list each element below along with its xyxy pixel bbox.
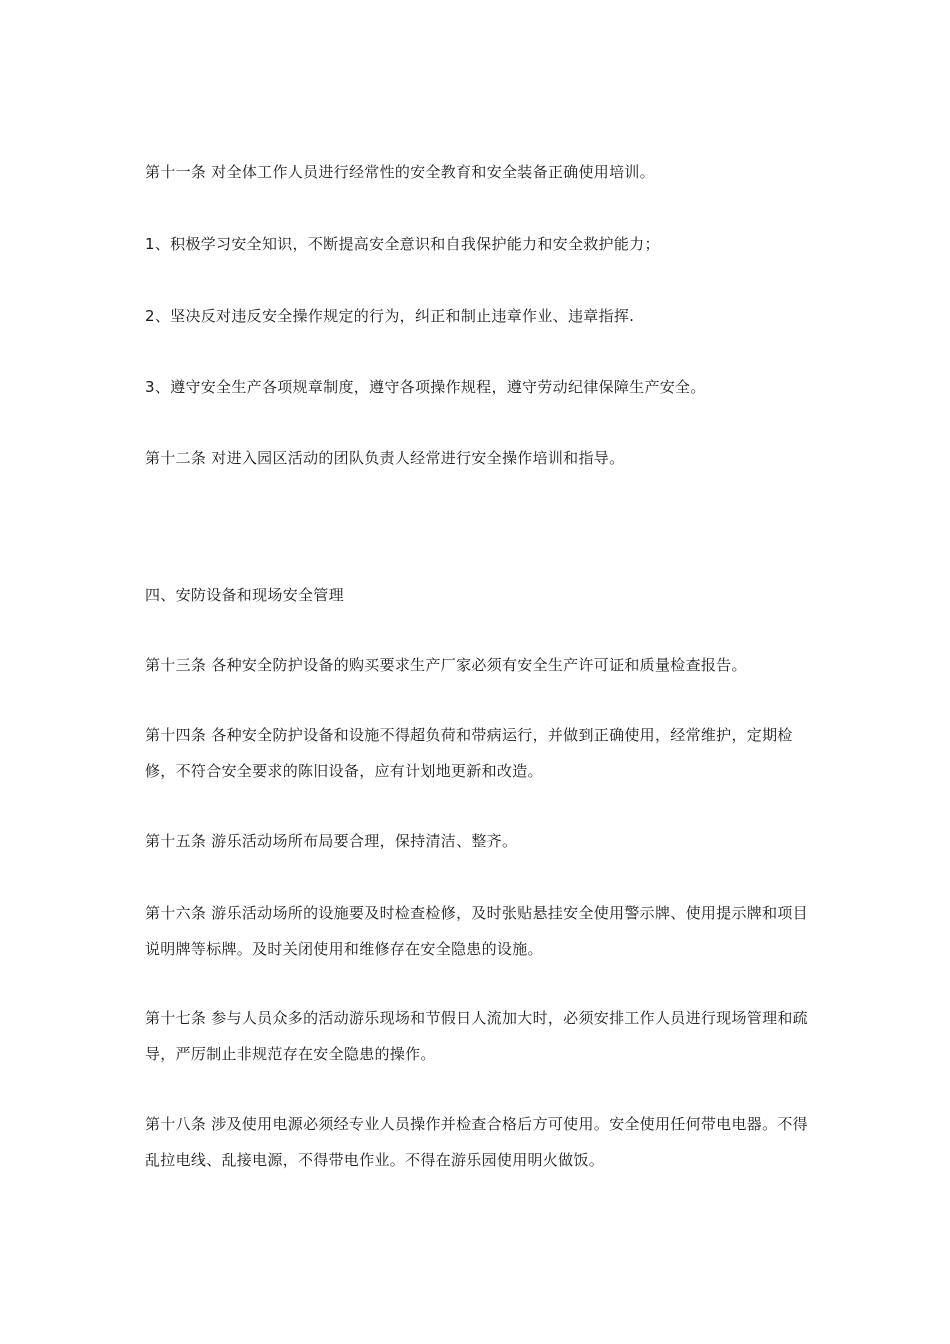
article-12: 第十二条 对进入园区活动的团队负责人经常进行安全操作培训和指导。 [145,449,625,467]
article-15: 第十五条 游乐活动场所布局要合理，保持清洁、整齐。 [145,832,518,850]
list-item-2: 2、坚决反对违反安全操作规定的行为，纠正和制止违章作业、违章指挥. [145,307,635,325]
article-17: 第十七条 参与人员众多的活动游乐现场和节假日人流加大时，必须安排工作人员进行现场管理和疏导，严厉制止非规范存在安全隐患的操作。 [145,1009,808,1063]
article-16: 第十六条 游乐活动场所的设施要及时检查检修，及时张贴悬挂安全使用警示牌、使用提示牌和项目说明牌等标牌。及时关闭使用和维修存在安全隐患的设施。 [145,904,808,958]
article-11: 第十一条 对全体工作人员进行经常性的安全教育和安全装备正确使用培训。 [145,163,655,181]
list-item-3: 3、遵守安全生产各项规章制度，遵守各项操作规程，遵守劳动纪律保障生产安全。 [145,378,706,396]
article-14: 第十四条 各种安全防护设备和设施不得超负荷和带病运行，并做到正确使用，经常维护，定期检修，不符合安全要求的陈旧设备，应有计划地更新和改造。 [145,726,793,780]
list-item-1: 1、积极学习安全知识，不断提高安全意识和自我保护能力和安全救护能力； [145,235,660,253]
article-18: 第十八条 涉及使用电源必须经专业人员操作并检查合格后方可使用。安全使用任何带电电器。不得乱拉电线、乱接电源，不得带电作业。不得在游乐园使用明火做饭。 [145,1115,808,1169]
article-13: 第十三条 各种安全防护设备的购买要求生产厂家必须有安全生产许可证和质量检查报告。 [145,656,747,674]
section-heading: 四、安防设备和现场安全管理 [145,586,344,604]
